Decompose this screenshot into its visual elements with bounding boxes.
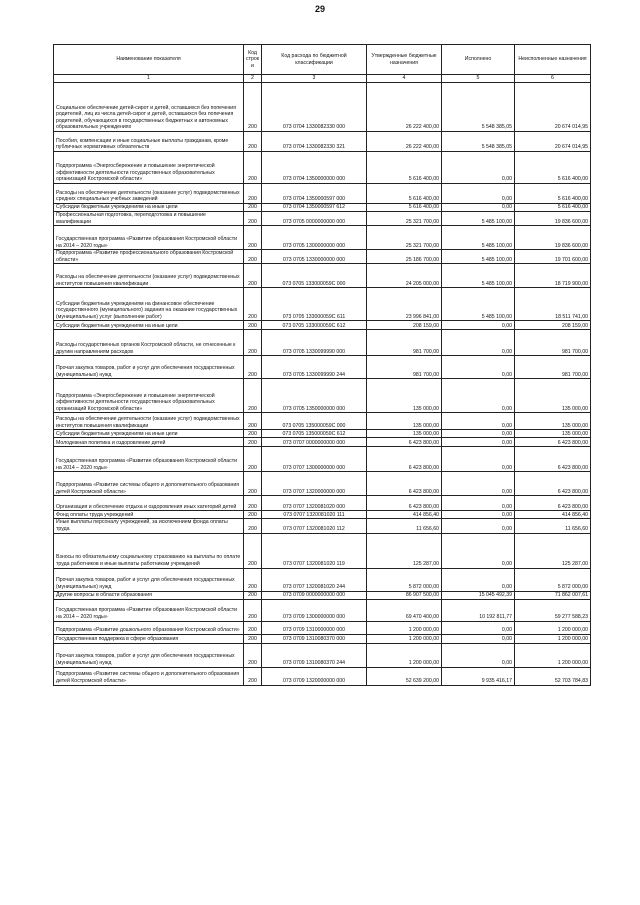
row-approved: 6 423 800,00 [367, 496, 442, 511]
row-line-code: 200 [244, 226, 262, 250]
row-remaining: 1 200 000,00 [515, 643, 591, 667]
row-executed: 0,00 [442, 621, 515, 634]
row-executed: 0,00 [442, 430, 515, 438]
column-header-line-code: Код строк и [244, 45, 262, 75]
row-remaining: 1 200 000,00 [515, 621, 591, 634]
row-name: Субсидии бюджетным учреждениям на финансовое обеспечение государственного (муниципального) задания на оказание государственных (муниципальных) услуг (выполнение работ) [54, 288, 244, 321]
row-line-code: 200 [244, 643, 262, 667]
row-approved: 981 700,00 [367, 356, 442, 379]
column-number: 1 [54, 75, 244, 83]
row-line-code: 200 [244, 288, 262, 321]
row-budget-code: 073 0707 1320081020 112 [262, 519, 367, 533]
row-name: Субсидии бюджетным учреждениям на иные цели [54, 321, 244, 330]
row-line-code: 200 [244, 264, 262, 288]
row-executed: 5 548 385,05 [442, 83, 515, 132]
table-row [54, 250, 591, 264]
row-approved: 5 616 400,00 [367, 152, 442, 184]
row-budget-code: 073 0709 1310080370 244 [262, 643, 367, 667]
row-name: Социальное обеспечение детей-сирот и детей, оставшихся без попечения родителей, лиц из числа детей-сирот и детей, оставшихся без попечения родителей, обучающихся в государственных бюджетных и автономных образовательных учреждениях [54, 83, 244, 132]
page-number: 29 [314, 4, 325, 14]
table-row [54, 152, 591, 184]
row-budget-code: 073 0709 1300000000 000 [262, 599, 367, 621]
row-line-code: 200 [244, 472, 262, 496]
row-remaining: 11 656,60 [515, 519, 591, 533]
row-line-code: 200 [244, 330, 262, 356]
row-budget-code: 073 0705 133000059С 612 [262, 321, 367, 330]
table-row [54, 438, 591, 447]
row-executed: 5 485 100,00 [442, 250, 515, 264]
row-line-code: 200 [244, 83, 262, 132]
row-approved: 6 423 800,00 [367, 447, 442, 472]
row-remaining: 981 700,00 [515, 330, 591, 356]
row-executed: 0,00 [442, 643, 515, 667]
row-name: Подпрограмма «Развитие системы общего и дополнительного образования детей Костромской области» [54, 667, 244, 685]
row-executed: 0,00 [442, 379, 515, 413]
row-line-code: 200 [244, 667, 262, 685]
row-executed: 0,00 [442, 519, 515, 533]
row-budget-code: 073 0705 135000059С 612 [262, 430, 367, 438]
row-line-code: 200 [244, 447, 262, 472]
row-remaining: 135 000,00 [515, 430, 591, 438]
table-row [54, 533, 591, 568]
row-remaining: 5 872 000,00 [515, 568, 591, 591]
row-budget-code: 073 0709 1320000000 000 [262, 667, 367, 685]
row-name: Государственная программа «Развитие образования Костромской области на 2014 – 2020 годы» [54, 447, 244, 472]
row-line-code: 200 [244, 413, 262, 430]
row-approved: 208 159,00 [367, 321, 442, 330]
row-budget-code: 073 0704 1350000597 612 [262, 204, 367, 212]
row-line-code: 200 [244, 250, 262, 264]
row-name: Иные выплаты персоналу учреждений, за исключением фонда оплаты труда [54, 519, 244, 533]
row-approved: 135 000,00 [367, 379, 442, 413]
row-name: Подпрограмма «Энергосбережение и повышение энергетической эффективности деятельности государственных образовательных организаций Костромской области» [54, 152, 244, 184]
row-approved: 26 222 400,00 [367, 132, 442, 152]
row-approved: 11 656,60 [367, 519, 442, 533]
row-line-code: 200 [244, 621, 262, 634]
table-row [54, 330, 591, 356]
column-number: 2 [244, 75, 262, 83]
row-name: Субсидии бюджетным учреждениям на иные цели [54, 430, 244, 438]
row-line-code: 200 [244, 438, 262, 447]
row-remaining: 208 159,00 [515, 321, 591, 330]
row-line-code: 200 [244, 519, 262, 533]
row-name: Подпрограмма «Развитие профессионального образования Костромской области» [54, 250, 244, 264]
row-approved: 6 423 800,00 [367, 438, 442, 447]
row-approved: 69 470 400,00 [367, 599, 442, 621]
row-remaining: 19 836 600,00 [515, 226, 591, 250]
row-remaining: 1 200 000,00 [515, 634, 591, 643]
row-remaining: 135 000,00 [515, 379, 591, 413]
row-name: Профессиональная подготовка, переподготовка и повышение квалификации [54, 212, 244, 226]
row-approved: 1 200 000,00 [367, 643, 442, 667]
row-line-code: 200 [244, 634, 262, 643]
row-executed: 0,00 [442, 511, 515, 519]
row-remaining: 18 511 741,00 [515, 288, 591, 321]
row-approved: 5 616 400,00 [367, 184, 442, 204]
row-name: Расходы государственных органов Костромской области, не отнесенные к другим направлениям расходов [54, 330, 244, 356]
row-budget-code: 073 0705 1330099990 000 [262, 330, 367, 356]
row-name: Фонд оплаты труда учреждений [54, 511, 244, 519]
row-budget-code: 073 0705 133000059С 000 [262, 264, 367, 288]
table-row [54, 413, 591, 430]
row-remaining: 5 616 400,00 [515, 204, 591, 212]
row-approved: 25 321 700,00 [367, 212, 442, 226]
row-executed: 5 485 100,00 [442, 226, 515, 250]
row-remaining: 18 719 900,00 [515, 264, 591, 288]
table-row [54, 83, 591, 132]
column-header-executed: Исполнено [442, 45, 515, 75]
row-approved: 52 639 200,00 [367, 667, 442, 685]
row-name: Субсидии бюджетным учреждениям на иные цели [54, 204, 244, 212]
table-body [54, 83, 591, 686]
row-remaining: 19 836 600,00 [515, 212, 591, 226]
row-name: Прочая закупка товаров, работ и услуг для обеспечения государственных (муниципальных) нужд [54, 643, 244, 667]
row-executed: 0,00 [442, 496, 515, 511]
table-row [54, 568, 591, 591]
row-name: Прочая закупка товаров, работ и услуг для обеспечения государственных (муниципальных) нужд [54, 568, 244, 591]
column-number: 4 [367, 75, 442, 83]
row-budget-code: 073 0705 1300000000 000 [262, 226, 367, 250]
row-executed: 0,00 [442, 356, 515, 379]
row-budget-code: 073 0707 1300000000 000 [262, 447, 367, 472]
row-remaining: 5 616 400,00 [515, 152, 591, 184]
row-line-code: 200 [244, 533, 262, 568]
row-budget-code: 073 0705 1350000000 000 [262, 379, 367, 413]
row-budget-code: 073 0707 1320000000 000 [262, 472, 367, 496]
row-executed: 0,00 [442, 533, 515, 568]
row-budget-code: 073 0705 133000059С 611 [262, 288, 367, 321]
row-line-code: 200 [244, 204, 262, 212]
row-name: Государственная поддержка в сфере образования [54, 634, 244, 643]
column-header-name: Наименование показателя [54, 45, 244, 75]
table-row [54, 321, 591, 330]
row-executed: 0,00 [442, 438, 515, 447]
row-budget-code: 073 0705 1330099990 244 [262, 356, 367, 379]
row-remaining: 19 701 600,00 [515, 250, 591, 264]
row-budget-code: 073 0705 1330000000 000 [262, 250, 367, 264]
table-row [54, 132, 591, 152]
row-executed: 5 548 385,05 [442, 132, 515, 152]
row-line-code: 200 [244, 212, 262, 226]
table-row [54, 288, 591, 321]
table-row [54, 379, 591, 413]
row-budget-code: 073 0704 1330082330 000 [262, 83, 367, 132]
row-line-code: 200 [244, 511, 262, 519]
table-row [54, 356, 591, 379]
row-executed: 10 192 811,77 [442, 599, 515, 621]
row-approved: 1 200 000,00 [367, 621, 442, 634]
row-line-code: 200 [244, 430, 262, 438]
row-approved: 1 200 000,00 [367, 634, 442, 643]
row-executed: 5 485 100,00 [442, 264, 515, 288]
table-row [54, 430, 591, 438]
row-executed: 0,00 [442, 413, 515, 430]
row-remaining: 20 674 014,95 [515, 83, 591, 132]
row-approved: 5 616 400,00 [367, 204, 442, 212]
table-row [54, 591, 591, 599]
row-remaining: 135 000,00 [515, 413, 591, 430]
row-approved: 24 205 000,00 [367, 264, 442, 288]
row-remaining: 20 674 014,95 [515, 132, 591, 152]
row-executed: 0,00 [442, 184, 515, 204]
row-name: Расходы на обеспечение деятельности (оказание услуг) подведомственных институтов повышения квалификации [54, 413, 244, 430]
row-approved: 86 907 500,00 [367, 591, 442, 599]
row-executed: 0,00 [442, 330, 515, 356]
table-row [54, 634, 591, 643]
row-approved: 26 222 400,00 [367, 83, 442, 132]
row-line-code: 200 [244, 599, 262, 621]
row-line-code: 200 [244, 591, 262, 599]
row-remaining: 71 862 007,61 [515, 591, 591, 599]
row-remaining: 981 700,00 [515, 356, 591, 379]
row-line-code: 200 [244, 496, 262, 511]
column-number-row [54, 75, 591, 83]
row-executed: 0,00 [442, 634, 515, 643]
column-header-budget-code: Код расхода по бюджетной классификации [262, 45, 367, 75]
row-budget-code: 073 0705 0000000000 000 [262, 212, 367, 226]
table-row [54, 212, 591, 226]
row-name: Государственная программа «Развитие образования Костромской области на 2014 – 2020 годы» [54, 599, 244, 621]
row-name: Пособия, компенсации и иные социальные выплаты гражданам, кроме публичных нормативных обязательств [54, 132, 244, 152]
row-name: Подпрограмма «Развитие системы общего и дополнительного образования детей Костромской области» [54, 472, 244, 496]
row-remaining: 125 287,00 [515, 533, 591, 568]
row-approved: 6 423 800,00 [367, 472, 442, 496]
row-line-code: 200 [244, 152, 262, 184]
table-header-row [54, 45, 591, 75]
table-row [54, 667, 591, 685]
row-budget-code: 073 0707 1320081020 000 [262, 496, 367, 511]
table-row [54, 204, 591, 212]
row-executed: 0,00 [442, 321, 515, 330]
row-line-code: 200 [244, 568, 262, 591]
row-remaining: 6 423 800,00 [515, 447, 591, 472]
row-remaining: 52 703 784,83 [515, 667, 591, 685]
row-executed: 5 485 100,00 [442, 212, 515, 226]
row-approved: 414 856,40 [367, 511, 442, 519]
row-executed: 5 485 100,00 [442, 288, 515, 321]
table-row [54, 519, 591, 533]
row-remaining: 5 616 400,00 [515, 184, 591, 204]
table-row [54, 447, 591, 472]
table-row [54, 621, 591, 634]
row-budget-code: 073 0704 1350000000 000 [262, 152, 367, 184]
row-remaining: 6 423 800,00 [515, 438, 591, 447]
row-remaining: 6 423 800,00 [515, 472, 591, 496]
row-approved: 125 287,00 [367, 533, 442, 568]
row-budget-code: 073 0707 0000000000 000 [262, 438, 367, 447]
row-approved: 135 000,00 [367, 430, 442, 438]
row-budget-code: 073 0705 135000059С 000 [262, 413, 367, 430]
row-approved: 135 000,00 [367, 413, 442, 430]
row-line-code: 200 [244, 379, 262, 413]
budget-execution-table [53, 44, 591, 686]
row-executed: 0,00 [442, 204, 515, 212]
row-budget-code: 073 0704 1330082330 321 [262, 132, 367, 152]
row-line-code: 200 [244, 184, 262, 204]
table-row [54, 599, 591, 621]
row-approved: 5 872 000,00 [367, 568, 442, 591]
row-remaining: 414 856,40 [515, 511, 591, 519]
table-row [54, 472, 591, 496]
row-executed: 0,00 [442, 568, 515, 591]
row-name: Подпрограмма «Энергосбережение и повышение энергетической эффективности деятельности государственных образовательных организаций Костромской области» [54, 379, 244, 413]
column-header-approved: Утвержденные бюджетные назначения [367, 45, 442, 75]
row-name: Подпрограмма «Развитие дошкольного образования Костромской области» [54, 621, 244, 634]
row-budget-code: 073 0707 1320081020 244 [262, 568, 367, 591]
row-budget-code: 073 0707 1320081020 119 [262, 533, 367, 568]
row-name: Организация и обеспечение отдыха и оздоровления иных категорий детей [54, 496, 244, 511]
row-remaining: 6 423 800,00 [515, 496, 591, 511]
row-executed: 15 045 492,39 [442, 591, 515, 599]
row-budget-code: 073 0704 1350000597 000 [262, 184, 367, 204]
table-row [54, 496, 591, 511]
row-line-code: 200 [244, 356, 262, 379]
row-approved: 981 700,00 [367, 330, 442, 356]
row-line-code: 200 [244, 132, 262, 152]
row-approved: 25 186 700,00 [367, 250, 442, 264]
table-row [54, 264, 591, 288]
row-name: Молодежная политика и оздоровление детей [54, 438, 244, 447]
table-row [54, 226, 591, 250]
row-budget-code: 073 0707 1320081020 111 [262, 511, 367, 519]
row-approved: 25 321 700,00 [367, 226, 442, 250]
row-executed: 0,00 [442, 152, 515, 184]
row-name: Расходы на обеспечение деятельности (оказание услуг) подведомственных средних специальных учебных заведений [54, 184, 244, 204]
row-executed: 0,00 [442, 472, 515, 496]
row-executed: 9 935 416,17 [442, 667, 515, 685]
column-number: 6 [515, 75, 591, 83]
row-name: Расходы на обеспечение деятельности (оказание услуг) подведомственных институтов повышения квалификации [54, 264, 244, 288]
column-number: 3 [262, 75, 367, 83]
row-budget-code: 073 0709 1310080370 000 [262, 634, 367, 643]
row-budget-code: 073 0709 1310000000 000 [262, 621, 367, 634]
row-name: Взносы по обязательному социальному страхованию на выплаты по оплате труда работников и иные выплаты работникам учреждений [54, 533, 244, 568]
table-row [54, 643, 591, 667]
row-name: Другие вопросы в области образования [54, 591, 244, 599]
table-row [54, 511, 591, 519]
row-name: Прочая закупка товаров, работ и услуг для обеспечения государственных (муниципальных) нужд [54, 356, 244, 379]
column-number: 5 [442, 75, 515, 83]
row-line-code: 200 [244, 321, 262, 330]
row-budget-code: 073 0709 0000000000 000 [262, 591, 367, 599]
row-approved: 23 996 841,00 [367, 288, 442, 321]
column-header-remaining: Неисполненные назначения [515, 45, 591, 75]
table-row [54, 184, 591, 204]
row-name: Государственная программа «Развитие образования Костромской области на 2014 – 2020 годы» [54, 226, 244, 250]
row-remaining: 59 277 588,23 [515, 599, 591, 621]
row-executed: 0,00 [442, 447, 515, 472]
